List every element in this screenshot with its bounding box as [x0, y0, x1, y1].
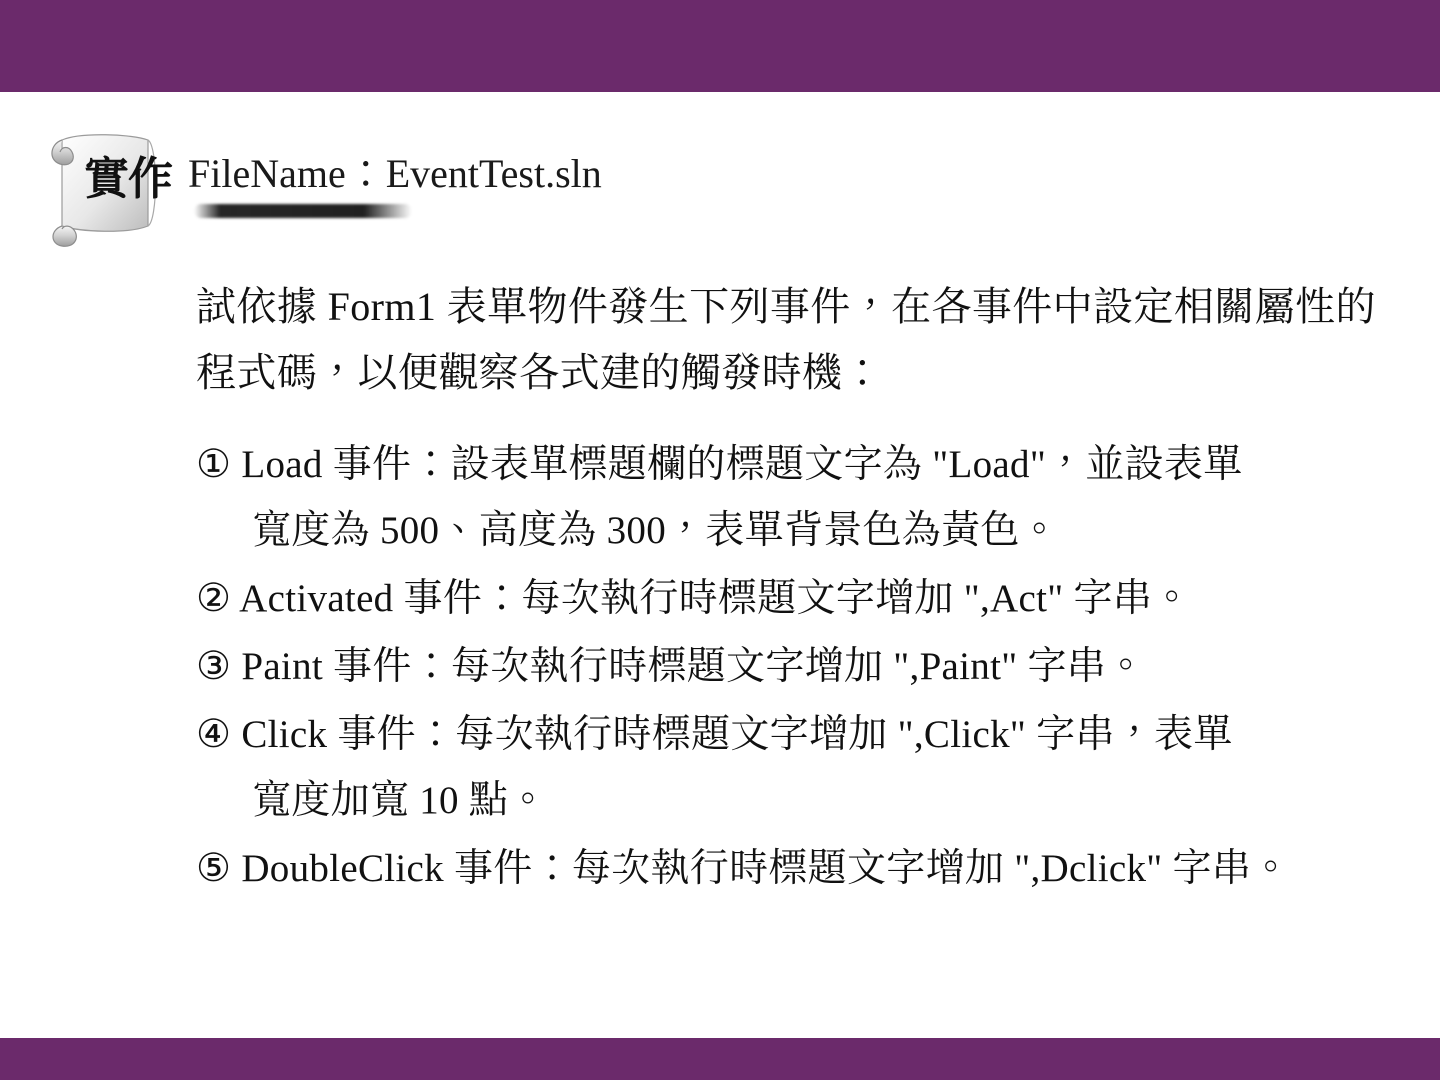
list-item	[196, 634, 1396, 700]
heading-block	[188, 130, 602, 196]
list-text: Load 事件：設表單標題欄的標題文字為 "Load"，並設表單	[241, 443, 1243, 486]
event-list	[196, 432, 1396, 904]
top-band	[0, 0, 1440, 92]
list-item	[196, 836, 1396, 902]
list-marker: ⑤	[196, 847, 232, 890]
list-marker: ③	[196, 645, 232, 688]
slide-content	[0, 92, 1440, 1038]
badge-label: 實作	[84, 152, 173, 205]
list-text: DoubleClick 事件：每次執行時標題文字增加 ",Dclick" 字串。	[241, 847, 1291, 890]
list-marker: ①	[196, 443, 232, 486]
list-text: Paint 事件：每次執行時標題文字增加 ",Paint" 字串。	[241, 645, 1146, 688]
list-text-cont: 寬度為 500、高度為 300，表單背景色為黃色。	[252, 509, 1060, 552]
list-item	[196, 566, 1396, 632]
heading-underline-brush	[194, 204, 412, 218]
bottom-band	[0, 1038, 1440, 1080]
list-item	[196, 702, 1396, 834]
scroll-icon	[40, 130, 172, 250]
page-title: FileName：EventTest.sln	[188, 151, 602, 196]
list-text: Click 事件：每次執行時標題文字增加 ",Click" 字串，表單	[241, 713, 1233, 756]
list-item	[196, 432, 1396, 564]
list-text: Activated 事件：每次執行時標題文字增加 ",Act" 字串。	[239, 577, 1192, 620]
list-marker: ②	[196, 577, 232, 620]
list-text-cont: 寬度加寬 10 點。	[252, 779, 548, 822]
intro-paragraph: 試依據 Form1 表單物件發生下列事件，在各事件中設定相關屬性的程式碼，以便觀察各式建的觸發時機：	[196, 284, 1376, 395]
list-marker: ④	[196, 713, 232, 756]
heading-row	[40, 130, 602, 250]
